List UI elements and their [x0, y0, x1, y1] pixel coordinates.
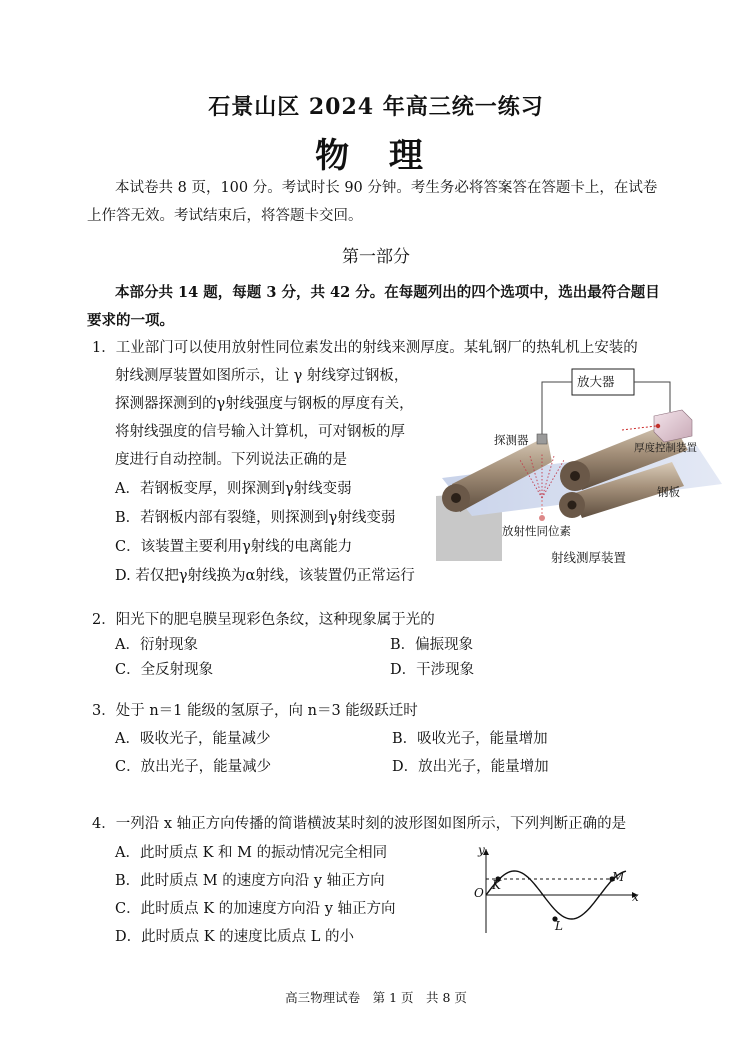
subject-title: 物 理	[315, 136, 437, 176]
q4-option-c[interactable]: C．此时质点 K 的加速度方向沿 y 轴正方向	[115, 901, 396, 917]
q1-stem-line-3: 探测器探测到的γ射线强度与钢板的厚度有关，	[115, 396, 414, 412]
x-axis-label: x	[632, 890, 639, 904]
origin-label: O	[474, 886, 484, 900]
q4-option-d[interactable]: D．此时质点 K 的速度比质点 L 的小	[115, 929, 355, 945]
q2-option-a[interactable]: A．衍射现象	[115, 637, 198, 653]
q1-option-b[interactable]: B．若钢板内部有裂缝，则探测到γ射线变弱	[115, 510, 396, 526]
q1-stem-line-5: 度进行自动控制。下列说法正确的是	[115, 452, 347, 468]
q3-option-a[interactable]: A．吸收光子，能量减少	[115, 731, 271, 747]
detector-wire	[542, 382, 572, 438]
q3-option-b[interactable]: B．吸收光子，能量增加	[392, 731, 548, 747]
section-desc-line-2: 要求的一项。	[87, 312, 174, 329]
thickness-control-label: 厚度控制装置	[634, 442, 697, 454]
isotope-label: 放射性同位素	[502, 524, 571, 538]
exam-title: 石景山区 2024 年高三统一练习	[208, 94, 544, 120]
y-axis-label: y	[478, 843, 485, 857]
q1-option-c[interactable]: C．该装置主要利用γ射线的电离能力	[115, 539, 353, 555]
instructions-line-2: 上作答无效。考试结束后，将答题卡交回。	[87, 208, 363, 224]
q1-stem-line-1: 1．工业部门可以使用放射性同位素发出的射线来测厚度。某轧钢厂的热轧机上安装的	[92, 340, 638, 356]
point-m-label: M	[612, 870, 625, 884]
section-title: 第一部分	[342, 247, 410, 267]
q2-option-d[interactable]: D．干涉现象	[390, 662, 475, 678]
q4-stem: 4．一列沿 x 轴正方向传播的简谐横波某时刻的波形图如图所示，下列判断正确的是	[92, 816, 627, 832]
q2-option-c[interactable]: C．全反射现象	[115, 662, 214, 678]
q3-stem: 3．处于 n＝1 能级的氢原子，向 n＝3 能级跃迁时	[92, 703, 418, 719]
q4-option-b[interactable]: B．此时质点 M 的速度方向沿 y 轴正方向	[115, 873, 385, 889]
q2-option-b[interactable]: B．偏振现象	[390, 637, 474, 653]
detector	[537, 434, 547, 444]
q4-option-a[interactable]: A．此时质点 K 和 M 的振动情况完全相同	[115, 845, 388, 861]
laser-line	[622, 426, 656, 430]
detector-label: 探测器	[494, 433, 529, 447]
upper-roller-axle	[570, 471, 580, 481]
isotope-source	[539, 515, 545, 521]
control-indicator	[656, 424, 660, 428]
q1-option-a[interactable]: A．若钢板变厚，则探测到γ射线变弱	[115, 481, 352, 497]
q2-stem: 2．阳光下的肥皂膜呈现彩色条纹，这种现象属于光的	[92, 612, 435, 628]
section-desc-line-1: 本部分共 14 题，每题 3 分，共 42 分。在每题列出的四个选项中，选出最符合题目	[115, 284, 660, 301]
q1-option-d[interactable]: D. 若仅把γ射线换为α射线，该装置仍正常运行	[115, 568, 415, 584]
q1-stem-line-4: 将射线强度的信号输入计算机，可对钢板的厚	[115, 424, 405, 440]
instructions-line-1: 本试卷共 8 页，100 分。考试时长 90 分钟。考生务必将答案答在答题卡上，在试卷	[115, 180, 658, 196]
left-roller-axle	[451, 493, 461, 503]
page-footer: 高三物理试卷 第 1 页 共 8 页	[285, 990, 467, 1005]
q3-option-c[interactable]: C．放出光子，能量减少	[115, 759, 272, 775]
amplifier-label: 放大器	[577, 374, 615, 389]
point-k-label: K	[492, 878, 501, 892]
q3-option-d[interactable]: D．放出光子，能量增加	[392, 759, 549, 775]
figure-caption: 射线测厚装置	[551, 550, 627, 565]
steel-plate-label: 钢板	[657, 485, 680, 499]
control-wire	[634, 382, 670, 412]
lower-roller-axle	[568, 501, 577, 510]
point-l-label: L	[555, 919, 563, 933]
q1-stem-line-2: 射线测厚装置如图所示，让 γ 射线穿过钢板，	[115, 368, 409, 384]
